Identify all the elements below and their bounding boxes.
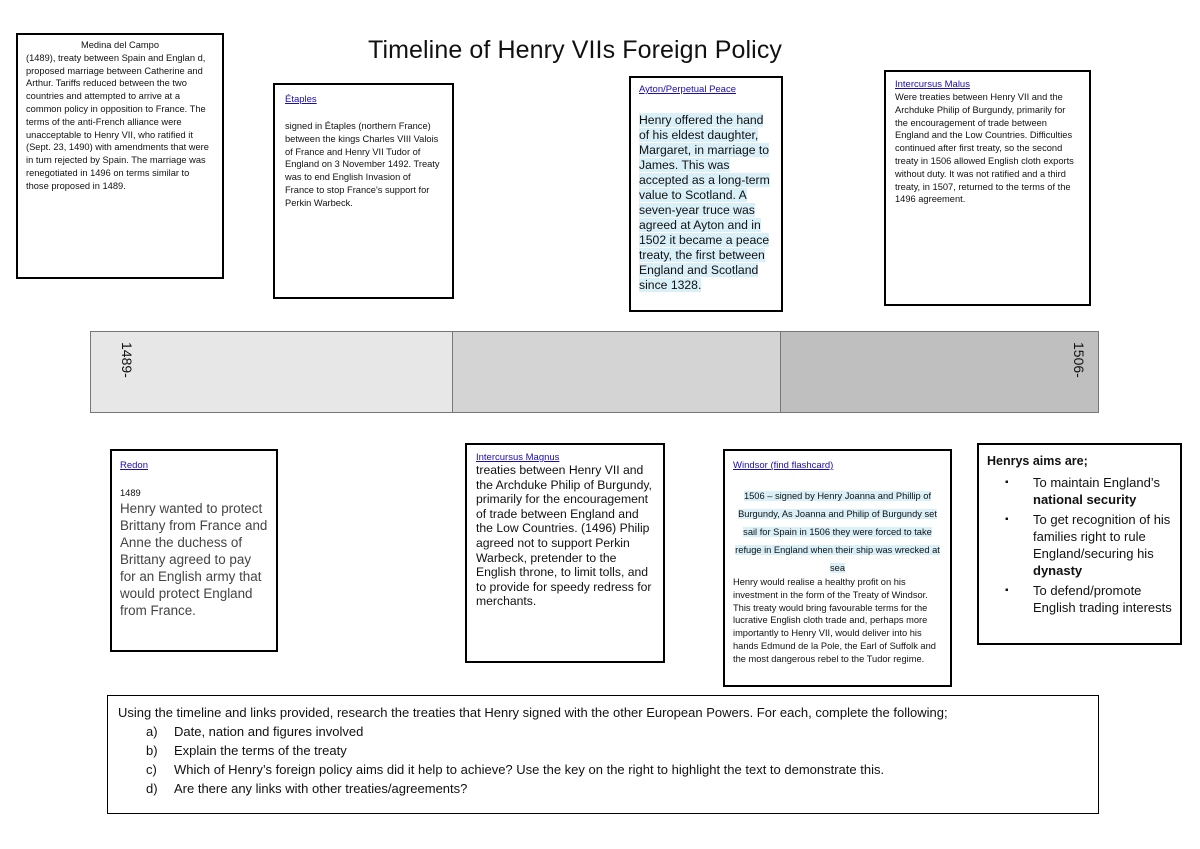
aim-item-dynasty: ▪ To get recognition of his families right to rule England/securing his dynasty (1033, 511, 1172, 579)
timeline-segment-1 (90, 331, 453, 413)
windsor-text-2: Henry would realise a healthy profit on his investment in the form of the Treaty of Windsor. This treaty would bring favourable terms for the lucrative English cloth trade and, perhaps more importantly to Henry VII, would deliver into his hands Edmund de la Pole, the Earl of Suffolk and the most dangerous rebel to the Tudor regime. (733, 577, 936, 664)
medina-heading: Medina del Campo (80, 40, 160, 50)
intercursus-magnus-card (465, 443, 665, 663)
instruction-item: d) Are there any links with other treaties/agreements? (146, 781, 468, 796)
etaples-text: signed in Étaples (northern France) between the kings Charles VIII Valois of France and Henry VII Tudor of England on 3 November 1492. Treaty was to end English Invasion of France to stop France's support for Perkin Warbeck. (285, 121, 440, 208)
ayton-link[interactable]: Ayton/Perpetual Peace (639, 84, 737, 95)
etaples-link[interactable]: Étaples (285, 94, 317, 105)
aims-list (987, 474, 1172, 616)
instruction-item: a) Date, nation and figures involved (146, 724, 364, 739)
aim-item-security: ▪ To maintain England’s national security (1033, 474, 1172, 508)
ayton-text-highlight: Henry offered the hand of his eldest daughter, Margaret, in marriage to James. This was accepted as a long-term value to Scotland. A seven-year truce was agreed at Ayton and in 1502 it became a peace treaty, the first between England and Scotland since 1328. (639, 113, 770, 292)
medina-del-campo-card (16, 33, 224, 279)
windsor-text-highlight (733, 486, 942, 576)
redon-card (110, 449, 278, 652)
instructions-intro: Using the timeline and links provided, research the treaties that Henry signed with the other European Powers. For each, complete the following; (118, 705, 948, 720)
intercursus-malus-card (884, 70, 1091, 306)
redon-year: 1489 (120, 488, 141, 498)
malus-link[interactable]: Intercursus Malus (895, 79, 970, 90)
aim-item-trade: ▪ To defend/promote English trading interests (1033, 582, 1172, 616)
redon-text: Henry wanted to protect Brittany from France and Anne the duchess of Brittany agreed to pay for an English army that would protect England from France. (120, 500, 268, 618)
aims-key-card (977, 443, 1182, 645)
timeline-segment-3 (780, 331, 1099, 413)
ayton-card (629, 76, 783, 312)
timeline-start-year: 1489- (119, 342, 135, 378)
magnus-link[interactable]: Intercursus Magnus (476, 452, 560, 463)
windsor-link[interactable]: Windsor (find flashcard) (733, 460, 834, 471)
instruction-item: b) Explain the terms of the treaty (146, 743, 347, 758)
windsor-text-1: 1506 – signed by Henry Joanna and Phillip of Burgundy, As Joanna and Philip of Burgundy set sail for Spain in 1506 they were forced to take refuge in England when their ship was wrecked at sea (735, 491, 940, 573)
instruction-item: c) Which of Henry’s foreign policy aims did it help to achieve? Use the key on the right to highlight the text to demonstrate this. (146, 762, 885, 777)
aims-heading: Henrys aims are; (987, 454, 1088, 468)
medina-text: (1489), treaty between Spain and Englan d, proposed marriage between Catherine and Arthur. Tariffs reduced between the two countries and attempted to arrive at a common policy in opposition to France. The terms of the anti-French alliance were unacceptable to Henry VII, who ratified it (Sept. 23, 1490) with amendments that were in turn rejected by Spain. The marriage was renegotiated in 1496 on terms similar to those proposed in 1489. (26, 52, 209, 191)
timeline-end-year: 1506- (1071, 342, 1087, 378)
redon-link[interactable]: Redon (120, 460, 148, 471)
magnus-text: treaties between Henry VII and the Archduke Philip of Burgundy, primarily for the encouragement of trade between England and the Low Countries. (1496) Philip agreed not to support Perkin Warbeck, pretender to the English throne, to limit tolls, and to provide for speedy redress for merchants. (476, 463, 652, 609)
malus-text: Were treaties between Henry VII and the Archduke Philip of Burgundy, primarily for the encouragement of trade between England and the Low Countries. Difficulties continued after first treaty, so the second treaty in 1506 allowed English cloth exports without duty. It was not ratified and a third treaty, in 1507, returned to the terms of the 1496 agreement. (895, 92, 1074, 205)
etaples-card (273, 83, 454, 299)
page-title: Timeline of Henry VIIs Foreign Policy (368, 36, 783, 64)
timeline-segment-2 (452, 331, 781, 413)
instructions-card (107, 695, 1099, 814)
ayton-text (639, 113, 773, 293)
windsor-card (723, 449, 952, 687)
